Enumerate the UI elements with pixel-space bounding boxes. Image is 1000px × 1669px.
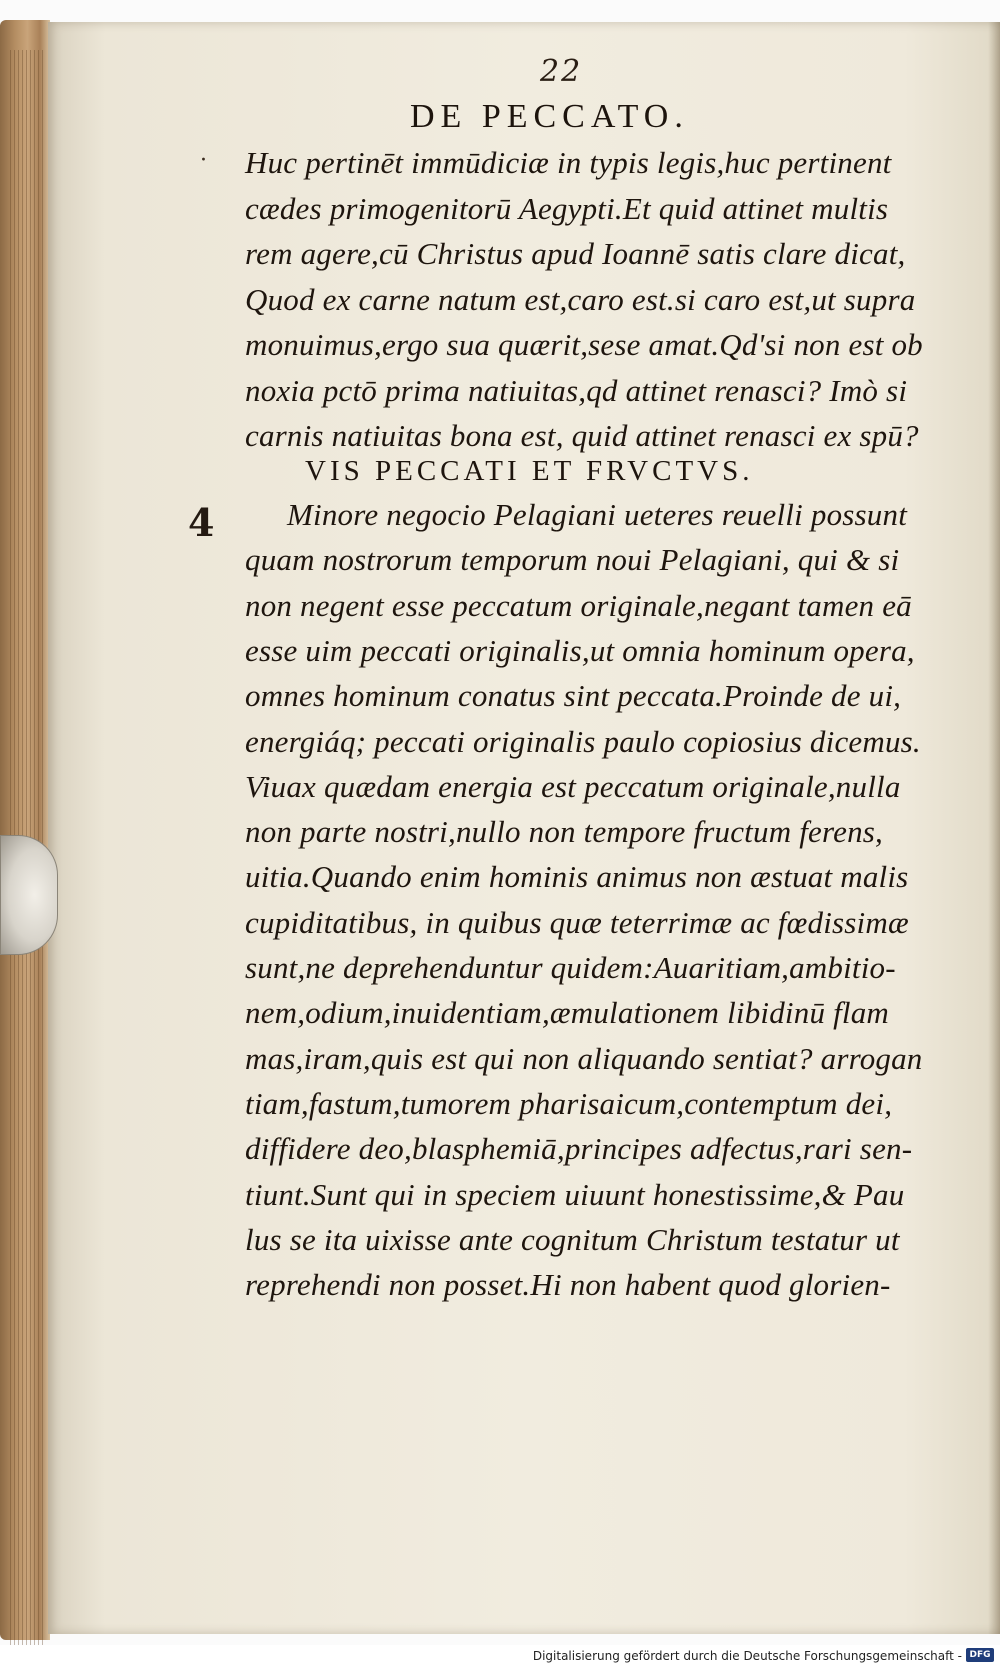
book-edge <box>0 20 50 1640</box>
text-line: diffidere deo,blasphemiā,principes adfectus,rari sen- <box>245 1131 913 1167</box>
page-shadow <box>988 22 1000 1634</box>
text-line: monuimus,ergo sua quærit,sese amat.Qd'si non est ob <box>245 327 923 362</box>
text-line: cupiditatibus, in quibus quæ teterrimæ ac fœdissimæ <box>245 904 909 940</box>
footer-credit: Digitalisierung gefördert durch die Deutsche Forschungsgemeinschaft - <box>532 1649 962 1663</box>
margin-mark: · <box>200 148 207 173</box>
text-line: non negent esse peccatum originale,negant tamen eā <box>245 587 912 623</box>
text-line: rem agere,cū Christus apud Ioannē satis clare dicat, <box>245 236 906 271</box>
text-line: noxia pctō prima natiuitas,qd attinet renasci? Imò si <box>245 372 908 408</box>
text-line: tiam,fastum,tumorem pharisaicum,contemptum dei, <box>245 1085 893 1121</box>
text-line: energiáq; peccati originalis paulo copiosius dicemus. <box>245 723 921 759</box>
text-line: esse uim peccati originalis,ut omnia hominum opera, <box>245 632 915 668</box>
page-number: 22 <box>540 54 583 89</box>
text-line: sunt,ne deprehenduntur quidem:Auaritiam,ambitio- <box>245 950 896 985</box>
text-line: tiunt.Sunt qui in speciem uiuunt honestissime,& Pau <box>245 1176 905 1212</box>
text-line: Quod ex carne natum est,caro est.si caro est,ut supra <box>245 281 916 317</box>
text-line: Huc pertinēt immūdiciæ in typis legis,huc pertinent <box>245 145 892 180</box>
margin-number: 4 <box>188 500 215 545</box>
text-line: carnis natiuitas bona est, quid attinet renasci ex spū? <box>245 418 919 453</box>
text-line: cædes primogenitorū Aegypti.Et quid attinet multis <box>245 190 889 226</box>
text-line: reprehendi non posset.Hi non habent quod glorien- <box>245 1267 891 1303</box>
book-clasp <box>0 835 58 955</box>
text-line: Viuax quædam energia est peccatum originale,nulla <box>245 768 901 804</box>
text-line: nem,odium,inuidentiam,æmulationem libidinū flam <box>245 995 890 1031</box>
section-title: VIS PECCATI ET FRVCTVS. <box>305 455 754 487</box>
text-line: quam nostrorum temporum noui Pelagiani, qui & si <box>245 542 900 578</box>
text-line: lus se ita uixisse ante cognitum Christum testatur ut <box>245 1221 900 1257</box>
running-head: DE PECCATO. <box>410 98 689 135</box>
text-line: uitia.Quando enim hominis animus non æstuat malis <box>245 859 909 895</box>
text-line: non parte nostri,nullo non tempore fructum ferens, <box>245 814 883 850</box>
text-line: omnes hominum conatus sint peccata.Proinde de ui, <box>245 678 902 714</box>
text-line: mas,iram,quis est qui non aliquando sentiat? arrogan <box>245 1040 923 1076</box>
text-line: Minore negocio Pelagiani ueteres reuelli possunt <box>287 497 908 532</box>
dfg-logo: DFG <box>966 1648 994 1662</box>
